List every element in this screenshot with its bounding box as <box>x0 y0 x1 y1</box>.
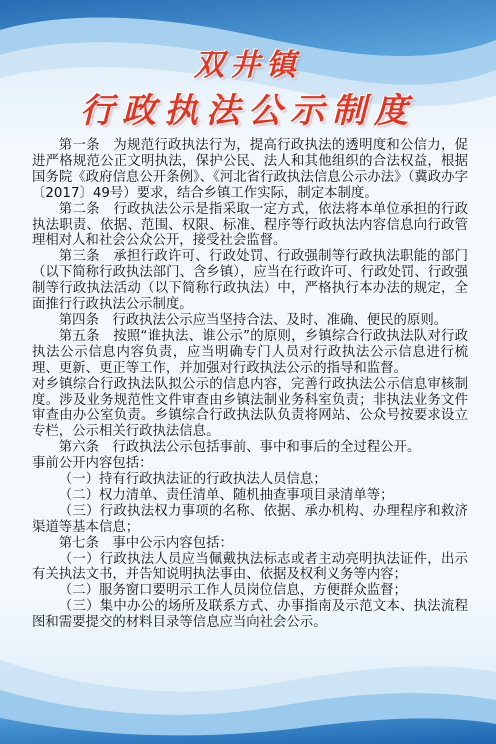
article-5-continued: 对乡镇综合行政执法队拟公示的信息内容，完善行政执法公示信息审核制度。涉及业务规范性文件审查由乡镇法制业务科室负责；非执法业务文件审查由办公室负责。乡镇综合行政执法队负责将网站、公众号按要求设立专栏，公示相关行政执法信息。 <box>32 376 468 440</box>
article-1: 第一条 为规范行政执法行为，提高行政执法的透明度和公信力，促进严格规范公正文明执法，保护公民、法人和其他组织的合法权益，根据国务院《政府信息公开条例》、《河北省行政执法信息公示办法》（冀政办字〔2017〕49号）要求，结合乡镇工作实际，制定本制度。 <box>32 138 468 201</box>
article-6-item-3: （三）行政执法权力事项的名称、依据、承办机构、办理程序和救济渠道等基本信息； <box>32 503 468 535</box>
regulation-text <box>32 138 468 631</box>
article-6-item-1: （一）持有行政执法证的行政执法人员信息； <box>58 472 327 488</box>
article-7-item-1: （一）行政执法人员应当佩戴执法标志或者主动亮明执法证件，出示有关执法文书，并告知说明执法事由、依据及权利义务等内容； <box>32 551 468 583</box>
article-5: 第五条 按照“谁执法、谁公示”的原则，乡镇综合行政执法队对行政执法公示信息内容负责，应当明确专门人员对行政执法公示信息进行梳理、更新、更正等工作，并加强对行政执法公示的指导和监督。 <box>32 328 468 376</box>
article-7-item-2: （二）服务窗口要明示工作人员岗位信息，方便群众监督； <box>58 583 407 599</box>
article-6-intro: 事前公开内容包括： <box>32 456 153 472</box>
article-3: 第三条 承担行政许可、行政处罚、行政强制等行政执法职能的部门（以下简称行政执法部门、含乡镇），应当在行政许可、行政处罚、行政强制等行政执法活动（以下简称行政执法）中，严格执行本办法的规定，全面推行行政执法公示制度。 <box>32 249 468 313</box>
page-title: 行政执法公示制度 <box>80 91 416 131</box>
article-7: 第七条 事中公示内容包括： <box>58 535 233 551</box>
article-6: 第六条 行政执法公示包括事前、事中和事后的全过程公开。 <box>58 440 421 456</box>
article-6-item-2: （二）权力清单、责任清单、随机抽查事项目录清单等； <box>58 487 394 503</box>
article-4: 第四条 行政执法公示应当坚持合法、及时、准确、便民的原则。 <box>58 312 448 328</box>
town-name: 双井镇 <box>194 48 302 83</box>
article-7-item-3: （三）集中办公的场所及联系方式、办事指南及示范文本、执法流程图和需要提交的材料目录等信息应当向社会公示。 <box>32 599 468 631</box>
article-2: 第二条 行政执法公示是指采取一定方式，依法将本单位承担的行政执法职责、依据、范围、权限、标准、程序等行政执法内容信息向行政管理相对人和社会公众公开，接受社会监督。 <box>32 201 468 249</box>
